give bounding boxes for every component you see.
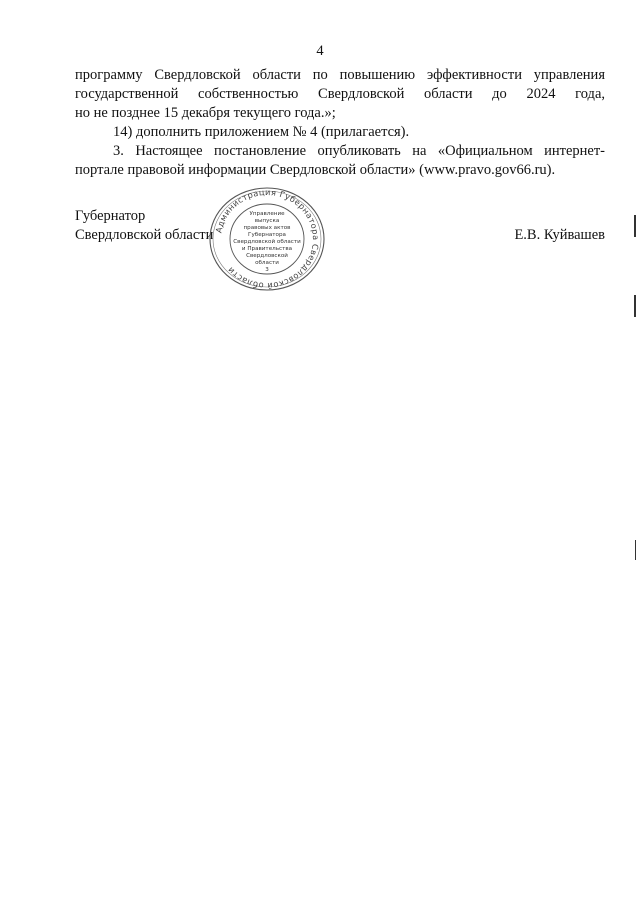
text-line: государственной собственностью Свердловской области до 2024 года,	[75, 86, 605, 102]
signatory-title	[75, 207, 213, 245]
text-line: но не позднее 15 декабря текущего года.»;	[75, 105, 336, 121]
scan-edge-mark	[635, 540, 636, 560]
scan-edge-mark	[634, 215, 636, 237]
signatory-name: Е.В. Куйвашев	[514, 227, 605, 243]
stamp-line: области	[255, 260, 279, 266]
signatory-title-line: Свердловской области	[75, 227, 214, 243]
stamp-line: Губернатора	[248, 232, 286, 238]
stamp-line: Свердловской	[246, 253, 288, 259]
text-line: 14) дополнить приложением № 4 (прилагается).	[113, 124, 410, 140]
stamp-outer-text: Администрация Губернатора Свердловской области	[213, 186, 322, 292]
stamp-line: и Правительства	[241, 246, 293, 252]
official-stamp-icon	[205, 186, 329, 292]
signatory-title-line: Губернатор	[75, 208, 146, 224]
paragraph-3	[75, 142, 605, 180]
text-line: программу Свердловской области по повышению эффективности управления	[75, 67, 605, 83]
stamp-line: Свердловской области	[233, 239, 301, 245]
stamp-line: Управление	[249, 211, 285, 217]
text-line: 3. Настоящее постановление опубликовать на «Официальном интернет-	[113, 143, 605, 159]
paragraph-2	[75, 123, 605, 142]
stamp-line: 3	[265, 267, 269, 273]
stamp-line: правовых актов	[243, 225, 291, 231]
page-number: 4	[316, 43, 324, 59]
text-line: портале правовой информации Свердловской области» (www.pravo.gov66.ru).	[75, 162, 556, 178]
stamp-line: выпуска	[254, 218, 280, 224]
paragraph-1	[75, 66, 605, 123]
document-body	[75, 66, 605, 180]
scan-edge-mark	[634, 295, 636, 317]
